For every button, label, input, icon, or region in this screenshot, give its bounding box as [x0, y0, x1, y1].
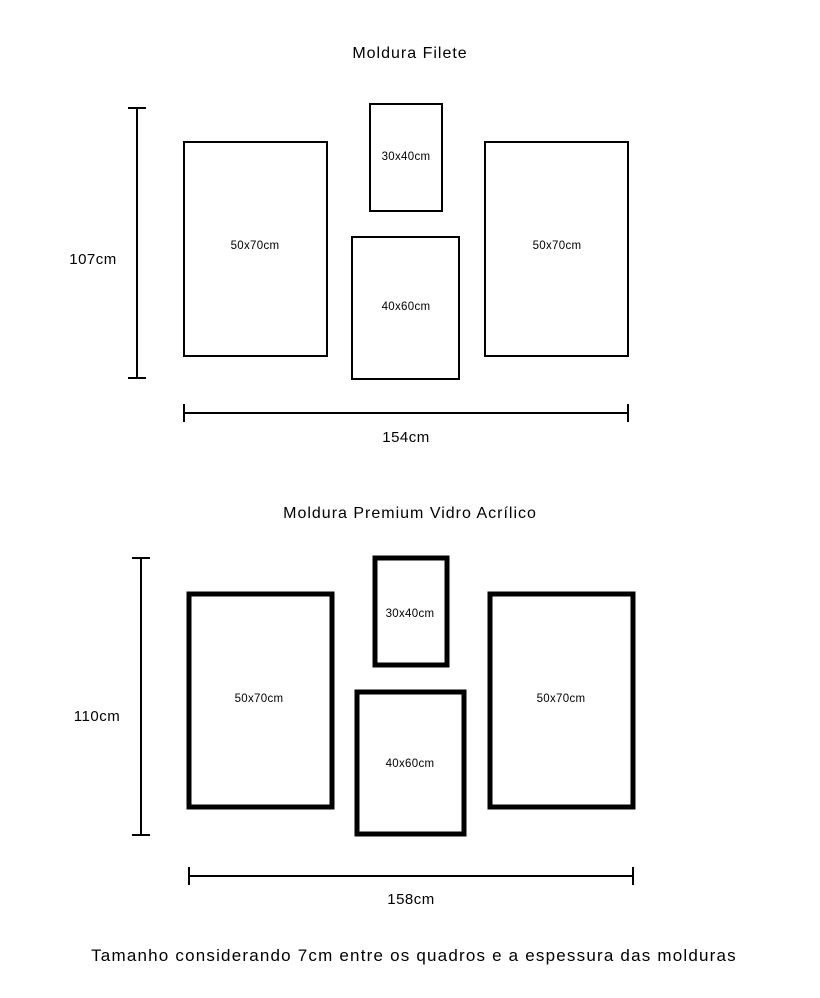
- frame-top-center-label: 30x40cm: [381, 151, 431, 163]
- width-dimension: [184, 404, 628, 422]
- height-label: 107cm: [69, 251, 117, 268]
- width-label: 158cm: [387, 891, 435, 908]
- height-dimension: [128, 108, 146, 378]
- frame-left-label: 50x70cm: [230, 240, 280, 252]
- footnote: Tamanho considerando 7cm entre os quadros e a espessura das molduras: [91, 946, 737, 965]
- width-label: 154cm: [382, 429, 430, 446]
- frame-right-label: 50x70cm: [532, 240, 582, 252]
- layout-title: Moldura Premium Vidro Acrílico: [283, 505, 537, 522]
- width-dimension: [189, 867, 633, 885]
- frame-right-label: 50x70cm: [536, 693, 586, 705]
- frame-bottom-center-label: 40x60cm: [385, 758, 435, 770]
- frame-top-center-label: 30x40cm: [385, 608, 435, 620]
- layout-filete: [69, 45, 628, 446]
- layout-title: Moldura Filete: [352, 45, 468, 62]
- layout-premium: [74, 505, 633, 908]
- frame-left-label: 50x70cm: [234, 693, 284, 705]
- height-label: 110cm: [73, 708, 121, 725]
- height-dimension: [132, 558, 150, 835]
- frame-bottom-center-label: 40x60cm: [381, 301, 431, 313]
